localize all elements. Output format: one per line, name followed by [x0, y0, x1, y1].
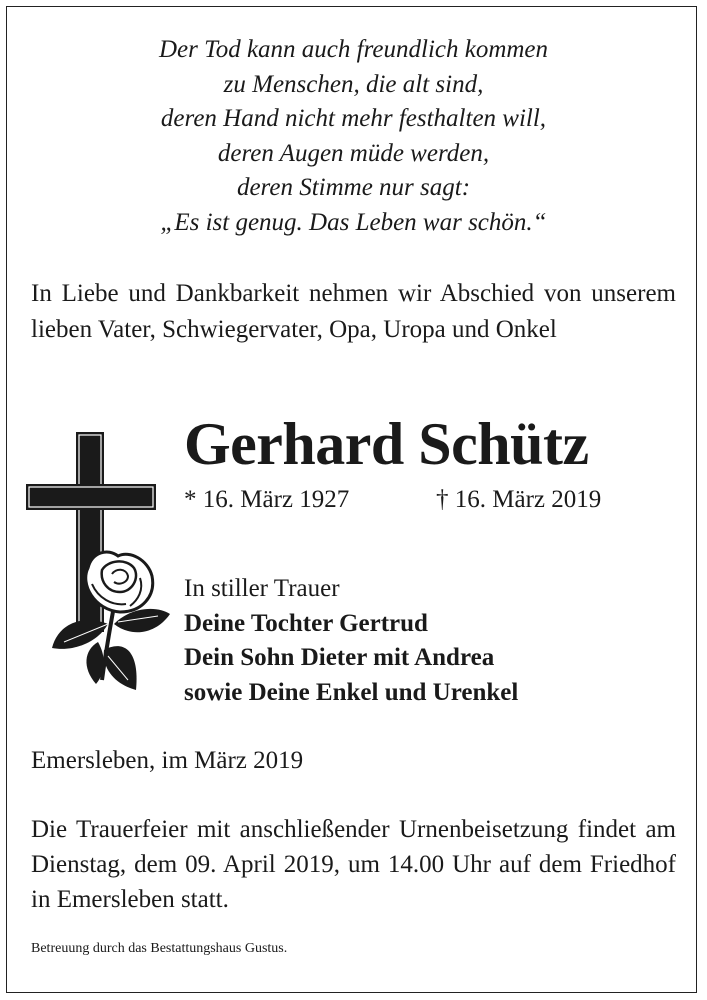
poem	[60, 33, 647, 241]
death-date: † 16. März 2019	[436, 486, 602, 513]
intro-text: In Liebe und Dankbarkeit nehmen wir Abschied von unserem lieben Vater, Schwiegervater, Opa, Uropa und Onkel	[31, 280, 676, 343]
place-date: Emersleben, im März 2019	[31, 747, 304, 774]
poem-line: „Es ist genug. Das Leben war schön.“	[160, 208, 547, 236]
mourner-line: Dein Sohn Dieter mit Andrea	[184, 644, 495, 671]
rose-icon	[52, 552, 170, 690]
mourner-line: Deine Tochter Gertrud	[184, 609, 428, 637]
poem-line: Der Tod kann auch freundlich kommen	[158, 36, 549, 63]
poem-line: zu Menschen, die alt sind,	[223, 70, 484, 98]
deceased-name: Gerhard Schütz	[184, 411, 589, 477]
ceremony-text: Die Trauerfeier mit anschließender Urnenbeisetzung findet am Dienstag, dem 09. April 2019, um 14.00 Uhr auf dem Friedhof in Emersleben statt.	[31, 816, 676, 913]
poem-line: deren Stimme nur sagt:	[236, 174, 471, 202]
cross-with-rose	[22, 428, 182, 698]
mourners-heading: In stiller Trauer	[184, 575, 340, 602]
mourner-line: sowie Deine Enkel und Urenkel	[184, 678, 519, 706]
mourners-block	[184, 572, 518, 710]
poem-line: deren Augen müde werden,	[217, 139, 490, 167]
funeral-home-credit: Betreuung durch das Bestattungshaus Gustus.	[31, 941, 288, 956]
birth-date: * 16. März 1927	[184, 486, 350, 513]
poem-line: deren Hand nicht mehr festhalten will,	[160, 105, 547, 133]
